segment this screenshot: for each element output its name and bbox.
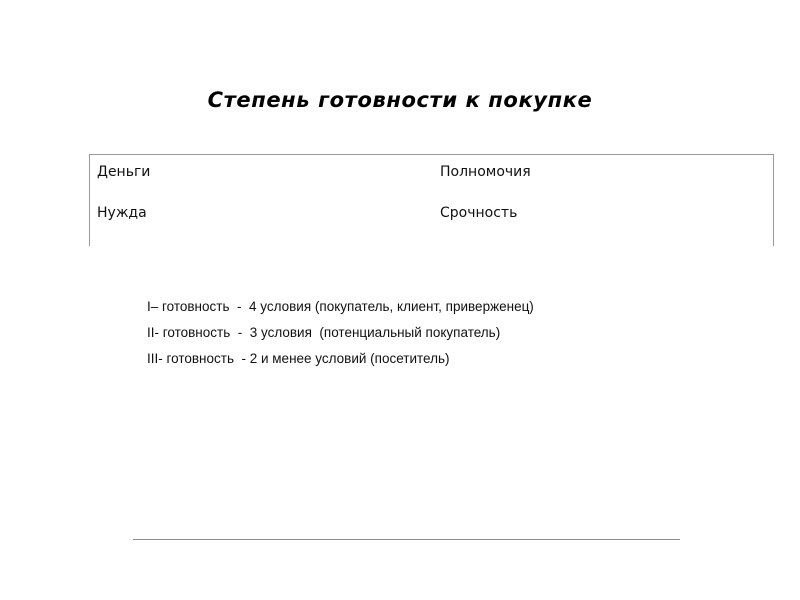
readiness-level-3: III- готовность - 2 и менее условий (посетитель) <box>147 351 450 366</box>
bottom-divider <box>133 539 680 540</box>
readiness-level-2: II- готовность - 3 условия (потенциальный покупатель) <box>147 325 501 340</box>
criterion-authority: Полномочия <box>440 164 531 180</box>
readiness-levels-list <box>147 294 534 372</box>
criterion-urgency: Срочность <box>440 205 518 221</box>
criterion-money: Деньги <box>97 164 151 180</box>
slide-title: Степень готовности к покупке <box>207 88 593 112</box>
criterion-need: Нужда <box>97 205 147 221</box>
readiness-level-1: I– готовность - 4 условия (покупатель, клиент, приверженец) <box>147 299 534 314</box>
criteria-table <box>89 154 774 246</box>
